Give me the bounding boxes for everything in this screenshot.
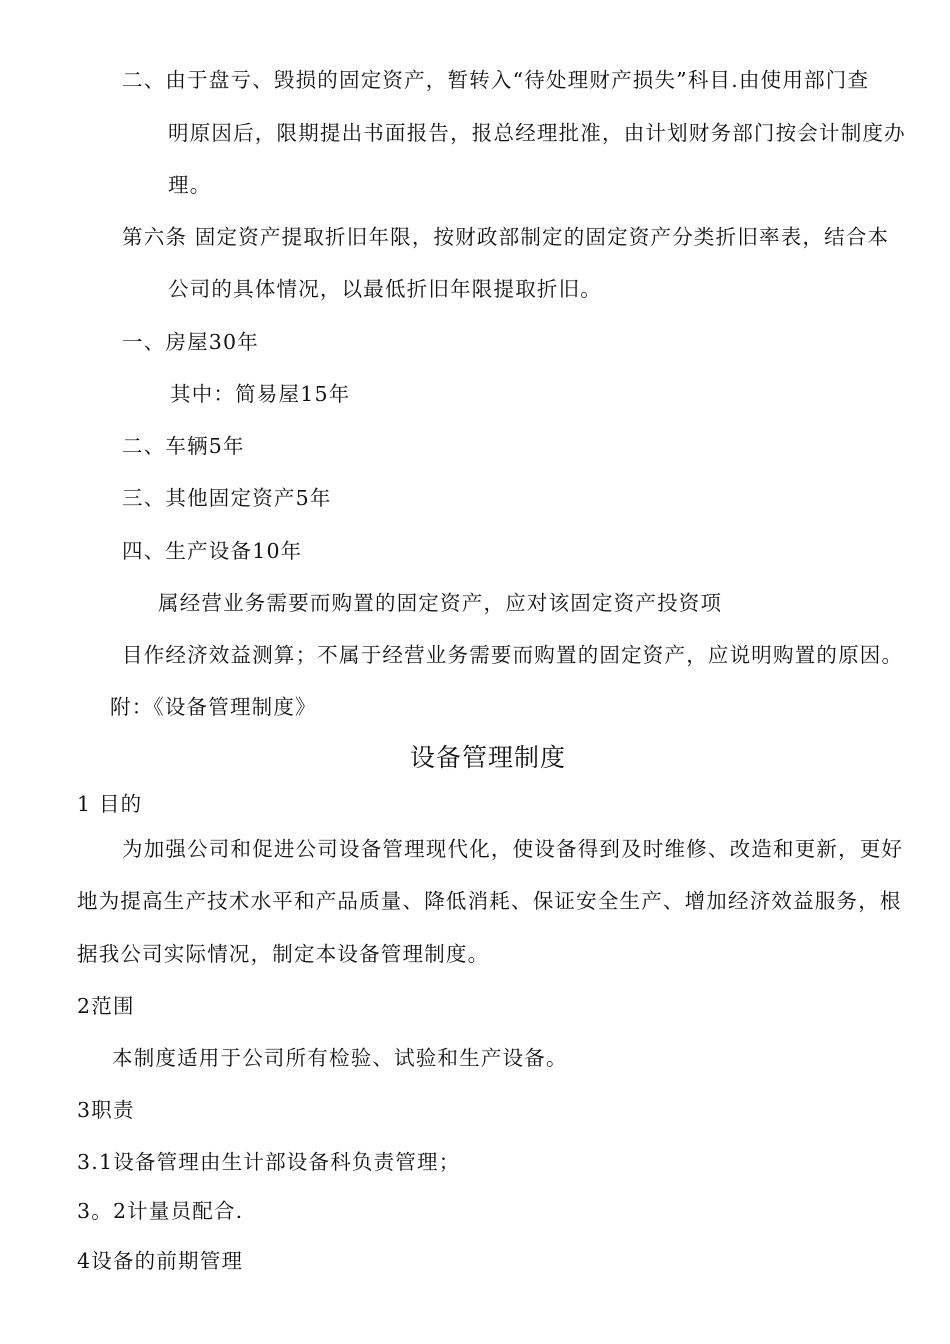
section-title: 设备管理制度 [409, 743, 566, 772]
article-heading-line: 第六条 固定资产提取折旧年限，按财政部制定的固定资产分类折旧率表，结合本 [122, 225, 890, 249]
list-sub-item: 其中：简易屋15年 [170, 382, 351, 406]
subsection-line: 3。2计量员配合. [77, 1199, 244, 1223]
text-line: 为加强公司和促进公司设备管理现代化，使设备得到及时维修、改造和更新，更好 [122, 837, 904, 861]
appendix-note: 附：《设备管理制度》 [110, 695, 317, 719]
text-line: 理。 [168, 173, 212, 197]
list-item: 三、其他固定资产5年 [122, 486, 332, 510]
section-heading: 1 目的 [77, 792, 143, 816]
text-line: 据我公司实际情况，制定本设备管理制度。 [77, 942, 490, 966]
list-item: 一、房屋30年 [122, 330, 259, 354]
text-line: 属经营业务需要而购置的固定资产，应对该固定资产投资项 [158, 591, 723, 615]
text-line: 本制度适用于公司所有检验、试验和生产设备。 [112, 1046, 568, 1070]
list-item: 四、生产设备10年 [122, 539, 303, 563]
section-heading: 3职责 [77, 1098, 135, 1122]
text-line: 明原因后，限期提出书面报告，报总经理批准，由计划财务部门按会计制度办 [168, 121, 906, 145]
text-line: 公司的具体情况，以最低折旧年限提取折旧。 [168, 277, 602, 301]
list-item: 二、车辆5年 [122, 434, 245, 458]
subsection-line: 3.1设备管理由生计部设备科负责管理； [77, 1150, 461, 1174]
text-line: 二、由于盘亏、毁损的固定资产，暂转入“待处理财产损失”科目.由使用部门查 [122, 68, 870, 92]
section-heading: 2范围 [77, 994, 135, 1018]
section-heading: 4设备的前期管理 [77, 1249, 244, 1273]
text-line: 地为提高生产技术水平和产品质量、降低消耗、保证安全生产、增加经济效益服务，根 [77, 889, 902, 913]
text-line: 目作经济效益测算；不属于经营业务需要而购置的固定资产，应说明购置的原因。 [122, 643, 904, 667]
